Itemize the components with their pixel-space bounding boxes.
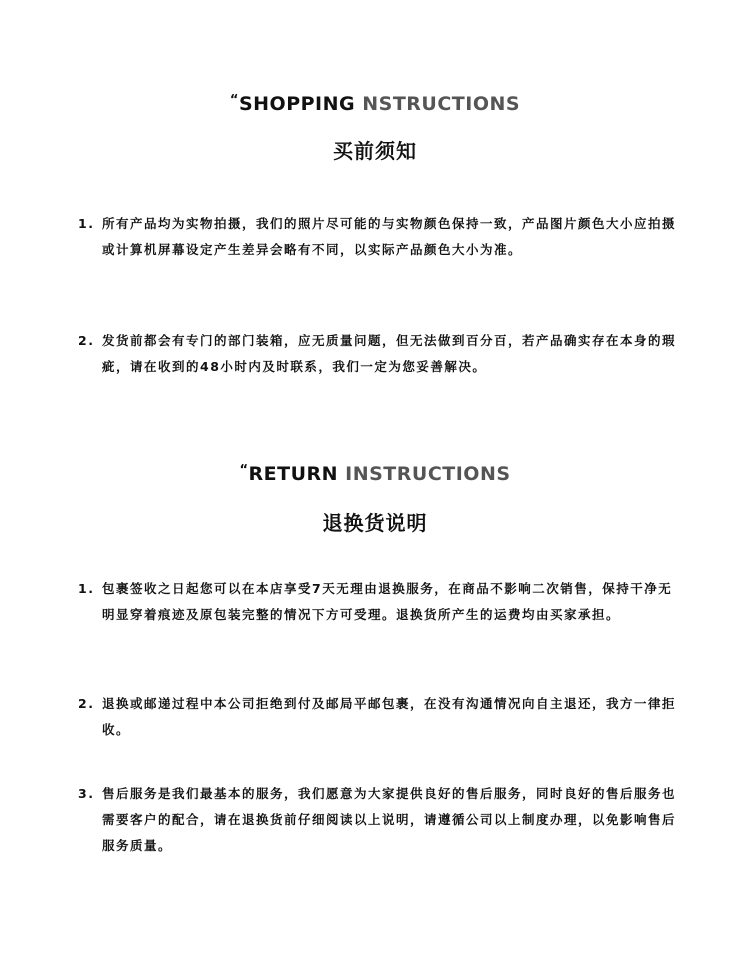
item-number: 2. (78, 696, 95, 711)
item-text: 包裹签收之日起您可以在本店享受7天无理由退换服务，在商品不影响二次销售，保持干净无明显穿着痕迹及原包装完整的情况下方可受理。退换货所产生的运费均由买家承担。 (102, 581, 673, 622)
item-text: 售后服务是我们最基本的服务，我们愿意为大家提供良好的售后服务，同时良好的售后服务也需要客户的配合，请在退换货前仔细阅读以上说明，请遵循公司以上制度办理，以免影响售后服务质量。 (102, 786, 677, 853)
item-text: 所有产品均为实物拍摄，我们的照片尽可能的与实物颜色保持一致，产品图片颜色大小应拍摄或计算机屏幕设定产生差异会略有不同，以实际产品颜色大小为准。 (102, 216, 677, 257)
return-item-3 (78, 781, 678, 859)
item-text: 发货前都会有专门的部门装箱，应无质量问题，但无法做到百分百，若产品确实存在本身的瑕疵，请在收到的48小时内及时联系，我们一定为您妥善解决。 (102, 333, 677, 374)
return-item-2 (78, 691, 678, 743)
item-number: 1. (78, 581, 95, 596)
shopping-item-2 (78, 328, 678, 380)
return-heading-quote: “ (239, 463, 249, 478)
item-text: 退换或邮递过程中本公司拒绝到付及邮局平邮包裹，在没有沟通情况向自主退还，我方一律拒收。 (102, 696, 677, 737)
shopping-heading-word1: SHOPPING (238, 93, 356, 115)
shopping-heading-quote: “ (229, 93, 239, 108)
shopping-heading (0, 93, 750, 115)
return-heading-word1: RETURN (248, 463, 339, 485)
return-heading (0, 463, 750, 485)
shopping-subtitle: 买前须知 (333, 139, 417, 163)
shopping-item-1 (78, 211, 678, 263)
return-subtitle: 退换货说明 (322, 511, 428, 535)
item-number: 3. (78, 786, 95, 801)
return-item-1 (78, 576, 678, 628)
return-heading-word2: INSTRUCTIONS (338, 463, 511, 485)
shopping-heading-word2: NSTRUCTIONS (355, 93, 521, 115)
item-number: 2. (78, 333, 95, 348)
item-number: 1. (78, 216, 95, 231)
